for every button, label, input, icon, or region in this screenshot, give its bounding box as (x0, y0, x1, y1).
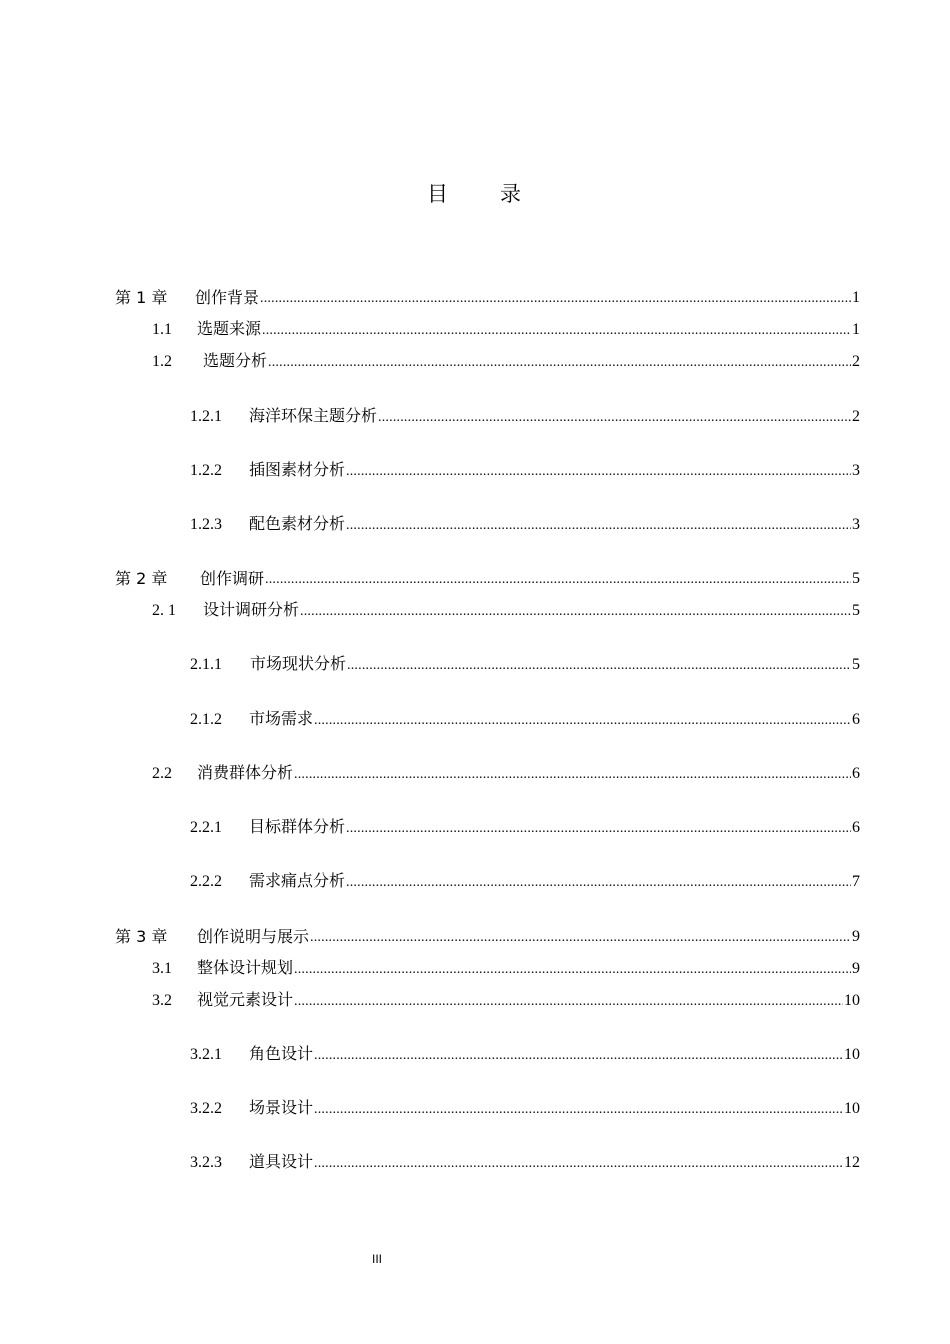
toc-entry-number: 1.1 (152, 321, 172, 338)
toc-entry-subsection-1-2-2[interactable] (190, 457, 860, 481)
toc-entry-number: 2.2.1 (190, 819, 222, 836)
toc-entry-number: 3.2.3 (190, 1154, 222, 1171)
toc-entry-page: 2 (852, 408, 860, 425)
toc-entry-subsection-3-2-1[interactable] (190, 1041, 860, 1065)
toc-entry-section-2-1[interactable] (152, 597, 860, 621)
toc-entry-page: 1 (852, 321, 860, 338)
toc-entry-subsection-3-2-2[interactable] (190, 1095, 860, 1119)
toc-entry-label: 市场需求 (249, 711, 314, 728)
toc-title (0, 178, 950, 208)
toc-entry-page: 7 (852, 873, 860, 890)
toc-entry-label: 设计调研分析 (203, 602, 300, 619)
toc-entry-number: 2.1.1 (190, 656, 222, 673)
toc-entry-label: 角色设计 (249, 1046, 314, 1063)
toc-entry-number: 2. 1 (152, 602, 176, 619)
toc-entry-number: 3.2.2 (190, 1100, 222, 1117)
toc-entry-section-3-2[interactable] (152, 987, 860, 1011)
toc-entry-page: 6 (852, 765, 860, 782)
toc-entry-page: 2 (852, 353, 860, 370)
toc-entry-number: 3.2.1 (190, 1046, 222, 1063)
toc-title-char-2: 录 (500, 182, 523, 206)
toc-entry-subsection-2-1-1[interactable] (190, 651, 860, 675)
toc-entry-label: 插图素材分析 (249, 462, 346, 479)
toc-entry-number: 1.2 (152, 353, 172, 370)
page-number-footer: III (371, 1252, 382, 1266)
dot-leader (378, 407, 851, 427)
toc-entry-subsection-2-2-1[interactable] (190, 814, 860, 838)
dot-leader (346, 515, 851, 535)
toc-entry-label: 配色素材分析 (249, 516, 346, 533)
toc-entry-number: 2.1.2 (190, 711, 222, 728)
dot-leader (346, 818, 851, 838)
toc-entry-number: 第 2 章 (115, 569, 168, 588)
toc-entry-label: 创作调研 (200, 569, 265, 588)
dot-leader (294, 991, 843, 1011)
dot-leader (260, 288, 851, 308)
toc-entry-section-3-1[interactable] (152, 955, 860, 979)
toc-entry-number: 3.2 (152, 992, 172, 1009)
toc-entry-chapter-1[interactable] (115, 284, 860, 308)
toc-title-char-1: 目 (427, 182, 450, 206)
dot-leader (300, 601, 851, 621)
dot-leader (314, 1099, 843, 1119)
toc-entry-page: 12 (844, 1154, 860, 1171)
toc-entry-subsection-2-2-2[interactable] (190, 868, 860, 892)
toc-entry-label: 场景设计 (249, 1100, 314, 1117)
dot-leader (346, 872, 851, 892)
dot-leader (265, 569, 851, 589)
toc-entry-label: 创作说明与展示 (197, 927, 310, 946)
toc-entry-number: 第 1 章 (115, 288, 168, 307)
toc-entry-label: 创作背景 (195, 288, 260, 307)
dot-leader (347, 655, 851, 675)
toc-entry-subsection-3-2-3[interactable] (190, 1149, 860, 1173)
toc-entry-section-1-2[interactable] (152, 348, 860, 372)
dot-leader (314, 1153, 843, 1173)
toc-entry-subsection-2-1-2[interactable] (190, 706, 860, 730)
toc-entry-label: 目标群体分析 (249, 819, 346, 836)
toc-entry-label: 消费群体分析 (197, 765, 294, 782)
toc-entry-label: 市场现状分析 (250, 656, 347, 673)
dot-leader (262, 320, 851, 340)
dot-leader (294, 959, 851, 979)
toc-entry-page: 6 (852, 819, 860, 836)
toc-entry-chapter-3[interactable] (115, 923, 860, 947)
toc-entry-label: 选题分析 (203, 353, 268, 370)
dot-leader (314, 710, 851, 730)
toc-entry-page: 5 (852, 656, 860, 673)
toc-entry-number: 3.1 (152, 960, 172, 977)
toc-entry-page: 3 (852, 462, 860, 479)
toc-entry-label: 海洋环保主题分析 (249, 408, 378, 425)
toc-entry-number: 2.2 (152, 765, 172, 782)
dot-leader (268, 352, 851, 372)
dot-leader (294, 764, 851, 784)
toc-entry-page: 9 (852, 928, 860, 945)
dot-leader (310, 927, 851, 947)
toc-entry-number: 1.2.1 (190, 408, 222, 425)
toc-entry-label: 道具设计 (249, 1154, 314, 1171)
toc-entry-number: 1.2.2 (190, 462, 222, 479)
toc-entry-label: 需求痛点分析 (249, 873, 346, 890)
dot-leader (346, 461, 851, 481)
toc-entry-page: 10 (844, 992, 860, 1009)
dot-leader (314, 1045, 843, 1065)
toc-entry-subsection-1-2-1[interactable] (190, 403, 860, 427)
toc-entry-subsection-1-2-3[interactable] (190, 511, 860, 535)
toc-entry-number: 2.2.2 (190, 873, 222, 890)
toc-entry-label: 选题来源 (197, 321, 262, 338)
toc-entry-label: 视觉元素设计 (197, 992, 294, 1009)
toc-entry-page: 3 (852, 516, 860, 533)
toc-entry-section-1-1[interactable] (152, 316, 860, 340)
toc-entry-page: 5 (852, 570, 860, 587)
toc-entry-page: 10 (844, 1046, 860, 1063)
toc-entry-page: 6 (852, 711, 860, 728)
toc-entry-page: 9 (852, 960, 860, 977)
toc-entry-label: 整体设计规划 (197, 960, 294, 977)
toc-entry-page: 5 (852, 602, 860, 619)
toc-entry-section-2-2[interactable] (152, 760, 860, 784)
toc-entry-number: 第 3 章 (115, 927, 168, 946)
toc-entry-chapter-2[interactable] (115, 565, 860, 589)
toc-entry-page: 10 (844, 1100, 860, 1117)
toc-entry-number: 1.2.3 (190, 516, 222, 533)
toc-entry-page: 1 (852, 289, 860, 306)
